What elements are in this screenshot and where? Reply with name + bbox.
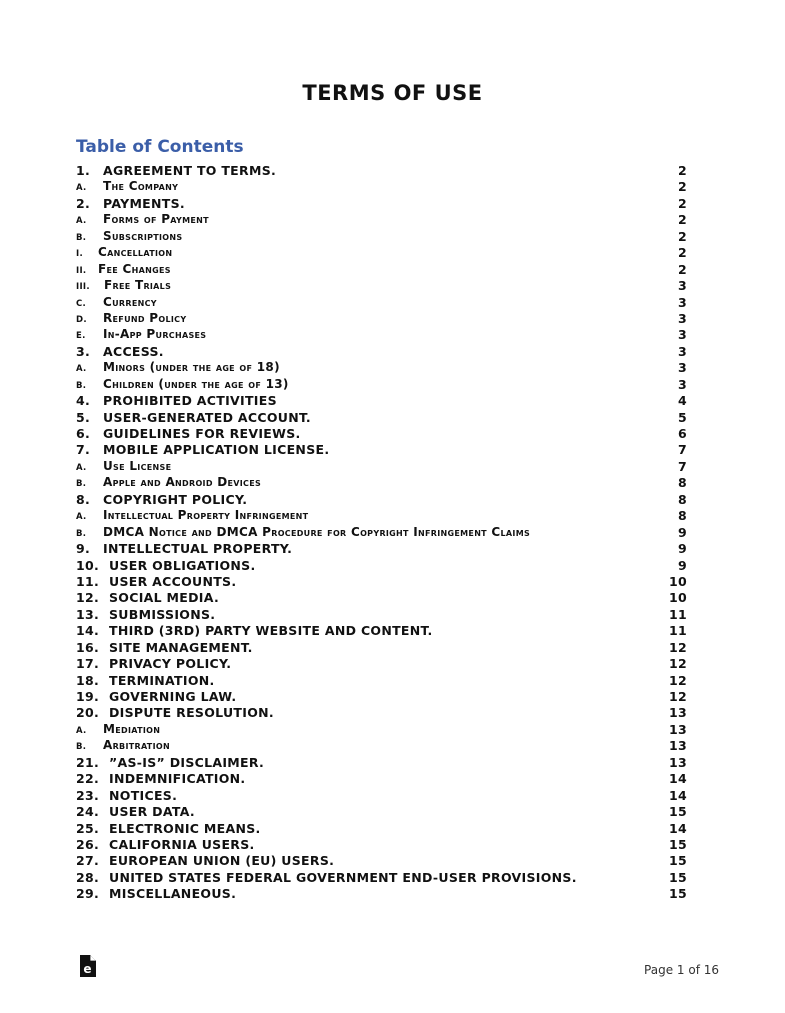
toc-entry-number: D.	[76, 314, 87, 325]
toc-entry-number: 25.	[76, 820, 100, 836]
logo-letter: e	[83, 962, 92, 976]
toc-entry[interactable]	[76, 377, 687, 393]
toc-entry-page: 12	[669, 672, 687, 688]
toc-entry-title[interactable]: SOCIAL MEDIA.	[109, 590, 220, 606]
toc-entry-title[interactable]: COPYRIGHT POLICY.	[103, 491, 248, 507]
toc-entry-number: A.	[76, 462, 87, 473]
toc-entry[interactable]	[76, 327, 687, 343]
toc-entry[interactable]	[76, 212, 687, 228]
toc-entry-page: 12	[669, 656, 687, 672]
toc-entry-number: 28.	[76, 869, 100, 885]
toc-entry[interactable]	[76, 196, 687, 212]
toc-entry-page: 3	[678, 343, 687, 359]
toc-entry-page: 5	[678, 409, 687, 425]
toc-entry[interactable]	[76, 673, 687, 689]
toc-entry-title[interactable]: Cancellation	[98, 245, 173, 260]
toc-entry-title[interactable]: Free Trials	[104, 278, 172, 293]
toc-entry-number: 2.	[76, 195, 91, 211]
toc-entry-title[interactable]: AGREEMENT TO TERMS.	[103, 163, 277, 178]
toc-entry-number: A.	[76, 512, 87, 523]
toc-entry-number: 19.	[76, 689, 100, 704]
toc-entry-title[interactable]: PROHIBITED ACTIVITIES	[103, 393, 277, 409]
toc-entry-page: 3	[678, 310, 687, 326]
toc-entry[interactable]	[76, 640, 687, 656]
toc-entry-title[interactable]: UNITED STATES FEDERAL GOVERNMENT END-USER PROVISIONS.	[109, 869, 577, 885]
toc-entry-title[interactable]: Intellectual Property Infringement	[103, 508, 309, 523]
toc-entry-number: III.	[76, 282, 90, 293]
toc-entry-number: 14.	[76, 623, 100, 639]
eforms-document-icon	[80, 955, 96, 977]
toc-entry-number: A.	[76, 364, 87, 375]
toc-entry-title[interactable]: Use License	[103, 458, 172, 473]
toc-entry-number: 20.	[76, 705, 100, 721]
toc-entry-title[interactable]: GOVERNING LAW.	[109, 689, 237, 704]
toc-entry-page: 3	[678, 278, 687, 294]
toc-entry-page: 3	[678, 294, 687, 310]
toc-entry[interactable]	[76, 426, 687, 442]
toc-entry-page: 14	[669, 787, 687, 803]
toc-entry[interactable]	[76, 492, 687, 508]
toc-entry-page: 15	[669, 836, 687, 852]
toc-entry-page: 8	[678, 508, 687, 524]
toc-entry-number: 17.	[76, 656, 100, 672]
toc-entry-number: A.	[76, 725, 87, 736]
toc-entry-number: 23.	[76, 787, 100, 803]
toc-entry-number: 21.	[76, 754, 100, 770]
toc-entry[interactable]	[76, 262, 687, 278]
toc-entry-title[interactable]: USER-GENERATED ACCOUNT.	[103, 409, 311, 425]
toc-entry-title[interactable]: PRIVACY POLICY.	[109, 656, 232, 672]
toc-entry-page: 2	[678, 245, 687, 261]
toc-entry-title[interactable]: CALIFORNIA USERS.	[109, 836, 255, 852]
page-number: Page 1 of 16	[644, 963, 719, 977]
toc-entry[interactable]	[76, 311, 687, 327]
toc-entry-number: 8.	[76, 491, 91, 507]
toc-entry-title[interactable]: PAYMENTS.	[103, 195, 185, 211]
toc-entry[interactable]	[76, 755, 687, 771]
toc-entry-number: A.	[76, 183, 87, 194]
document-title: TERMS OF USE	[302, 81, 483, 105]
toc-entry-page: 13	[669, 721, 687, 737]
toc-entry[interactable]	[76, 804, 687, 820]
toc-entry[interactable]	[76, 393, 687, 409]
toc-entry-number: 5.	[76, 409, 91, 425]
toc-entry-title[interactable]: USER DATA.	[109, 804, 195, 820]
toc-entry[interactable]	[76, 837, 687, 853]
toc-entry-title[interactable]: ACCESS.	[103, 343, 164, 359]
toc-entry-number: B.	[76, 528, 87, 539]
toc-entry-page: 9	[678, 541, 687, 557]
toc-entry-title[interactable]: Arbitration	[103, 738, 170, 753]
toc-entry-title[interactable]: EUROPEAN UNION (EU) USERS.	[109, 853, 335, 869]
toc-entry-number: B.	[76, 479, 87, 490]
toc-entry[interactable]	[76, 295, 687, 311]
toc-entry-title[interactable]: DISPUTE RESOLUTION.	[109, 705, 274, 721]
toc-entry-page: 13	[669, 754, 687, 770]
toc-entry[interactable]	[76, 278, 687, 294]
toc-entry-title[interactable]: USER ACCOUNTS.	[109, 573, 237, 589]
toc-entry-title[interactable]: Children (under the age of 13)	[103, 376, 289, 391]
toc-entry-title[interactable]: Apple and Android Devices	[103, 475, 262, 490]
toc-entry[interactable]	[76, 853, 687, 869]
toc-entry-number: B.	[76, 742, 87, 753]
toc-entry-title[interactable]: MOBILE APPLICATION LICENSE.	[103, 442, 330, 458]
toc-entry-number: 27.	[76, 853, 100, 869]
toc-entry[interactable]	[76, 590, 687, 606]
toc-entry[interactable]	[76, 360, 687, 376]
toc-entry-page: 2	[678, 261, 687, 277]
toc-entry-number: 22.	[76, 771, 100, 787]
toc-entry-title[interactable]: SUBMISSIONS.	[109, 606, 216, 622]
toc-entry-number: B.	[76, 380, 87, 391]
toc-entry-title[interactable]: THIRD (3RD) PARTY WEBSITE AND CONTENT.	[109, 623, 433, 639]
toc-entry[interactable]	[76, 788, 687, 804]
toc-entry-page: 3	[678, 327, 687, 343]
toc-entry-number: A.	[76, 216, 87, 227]
toc-entry[interactable]	[76, 344, 687, 360]
toc-entry[interactable]	[76, 656, 687, 672]
toc-entry[interactable]	[76, 705, 687, 721]
toc-entry-number: 26.	[76, 836, 100, 852]
toc-entry-page: 2	[678, 179, 687, 195]
toc-entry[interactable]	[76, 179, 687, 195]
toc-entry[interactable]	[76, 475, 687, 491]
toc-entry-title[interactable]: INDEMNIFICATION.	[109, 771, 246, 787]
toc-entry-title[interactable]: Minors (under the age of 18)	[103, 360, 280, 375]
toc-entry[interactable]	[76, 886, 687, 902]
toc-entry-page: 10	[669, 573, 687, 589]
table-of-contents	[76, 163, 687, 903]
toc-entry-number: II.	[76, 265, 87, 276]
toc-entry[interactable]	[76, 558, 687, 574]
toc-entry[interactable]	[76, 607, 687, 623]
toc-entry-number: 13.	[76, 606, 100, 622]
toc-entry-title[interactable]: ”AS-IS” DISCLAIMER.	[109, 754, 265, 770]
toc-entry[interactable]	[76, 410, 687, 426]
toc-entry-title[interactable]: GUIDELINES FOR REVIEWS.	[103, 426, 301, 441]
toc-entry[interactable]	[76, 229, 687, 245]
toc-entry-page: 13	[669, 738, 687, 754]
toc-entry-page: 2	[678, 163, 687, 178]
toc-entry-number: 24.	[76, 804, 100, 820]
toc-entry-number: 6.	[76, 426, 91, 441]
toc-entry[interactable]	[76, 574, 687, 590]
toc-entry[interactable]	[76, 689, 687, 705]
toc-entry-title[interactable]: SITE MANAGEMENT.	[109, 639, 253, 655]
toc-entry[interactable]	[76, 541, 687, 557]
toc-entry-page: 4	[678, 393, 687, 409]
toc-entry-page: 11	[669, 606, 687, 622]
toc-heading: Table of Contents	[76, 137, 244, 157]
toc-entry-title[interactable]: Forms of Payment	[103, 212, 209, 227]
toc-entry-number: C.	[76, 298, 87, 309]
toc-entry-number: B.	[76, 232, 87, 243]
toc-entry-title[interactable]: NOTICES.	[109, 787, 178, 803]
toc-entry-number: 1.	[76, 163, 91, 178]
toc-entry-page: 12	[669, 639, 687, 655]
toc-entry-page: 15	[669, 886, 687, 902]
toc-entry-page: 9	[678, 557, 687, 573]
toc-entry-page: 7	[678, 442, 687, 458]
toc-entry[interactable]	[76, 870, 687, 886]
toc-entry-page: 14	[669, 771, 687, 787]
toc-entry-number: 18.	[76, 672, 100, 688]
toc-entry-title[interactable]: ELECTRONIC MEANS.	[109, 820, 261, 836]
toc-entry-title[interactable]: TERMINATION.	[109, 672, 215, 688]
toc-entry-number: 12.	[76, 590, 100, 606]
toc-entry[interactable]	[76, 508, 687, 524]
toc-entry-page: 12	[669, 689, 687, 704]
toc-entry-title[interactable]: Fee Changes	[98, 261, 171, 276]
toc-entry-page: 7	[678, 458, 687, 474]
toc-entry-page: 8	[678, 491, 687, 507]
toc-entry[interactable]	[76, 525, 687, 541]
toc-entry-title[interactable]: Refund Policy	[103, 310, 187, 325]
toc-entry-title[interactable]: INTELLECTUAL PROPERTY.	[103, 541, 293, 557]
toc-entry-number: I.	[76, 249, 83, 260]
toc-entry-number: 7.	[76, 442, 91, 458]
toc-entry-page: 3	[678, 360, 687, 376]
toc-entry[interactable]	[76, 623, 687, 639]
toc-entry-page: 15	[669, 853, 687, 869]
toc-entry-number: 4.	[76, 393, 91, 409]
toc-entry[interactable]	[76, 163, 687, 179]
toc-entry-title[interactable]: In-App Purchases	[103, 327, 207, 342]
toc-entry[interactable]	[76, 442, 687, 458]
toc-entry[interactable]	[76, 821, 687, 837]
toc-entry-number: 3.	[76, 343, 91, 359]
toc-entry-title[interactable]: The Company	[103, 179, 179, 194]
toc-entry[interactable]	[76, 459, 687, 475]
toc-entry[interactable]	[76, 738, 687, 754]
toc-entry-page: 6	[678, 426, 687, 441]
toc-entry-number: 16.	[76, 639, 100, 655]
toc-entry-title[interactable]: DMCA Notice and DMCA Procedure for Copyright Infringement Claims	[103, 524, 531, 539]
toc-entry-title[interactable]: Mediation	[103, 721, 161, 736]
toc-entry-number: 29.	[76, 886, 100, 902]
toc-entry-page: 15	[669, 869, 687, 885]
toc-entry-number: E.	[76, 331, 86, 342]
toc-entry[interactable]	[76, 245, 687, 261]
toc-entry-title[interactable]: Currency	[103, 294, 157, 309]
toc-entry[interactable]	[76, 771, 687, 787]
toc-entry-page: 3	[678, 376, 687, 392]
toc-entry-title[interactable]: MISCELLANEOUS.	[109, 886, 237, 902]
toc-entry-number: 10.	[76, 557, 100, 573]
toc-entry-page: 13	[669, 705, 687, 721]
toc-entry-page: 8	[678, 475, 687, 491]
toc-entry-page: 10	[669, 590, 687, 606]
toc-entry-page: 14	[669, 820, 687, 836]
toc-entry-title[interactable]: Subscriptions	[103, 228, 183, 243]
toc-entry[interactable]	[76, 722, 687, 738]
toc-entry-page: 2	[678, 228, 687, 244]
toc-entry-number: 11.	[76, 573, 100, 589]
toc-entry-page: 2	[678, 195, 687, 211]
toc-entry-title[interactable]: USER OBLIGATIONS.	[109, 557, 256, 573]
toc-entry-page: 11	[669, 623, 687, 639]
toc-entry-page: 15	[669, 804, 687, 820]
toc-entry-page: 2	[678, 212, 687, 228]
toc-entry-number: 9.	[76, 541, 91, 557]
toc-entry-page: 9	[678, 524, 687, 540]
